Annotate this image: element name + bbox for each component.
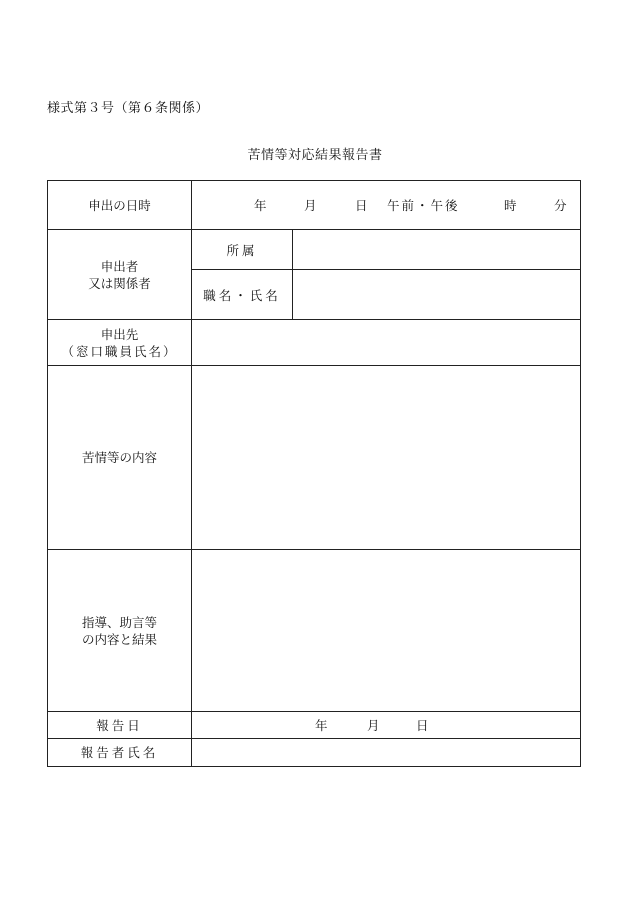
guidance-field[interactable] — [192, 550, 581, 712]
report-date-day-unit: 日 — [416, 718, 429, 733]
reporter-name-field[interactable] — [192, 739, 581, 767]
destination-label-line2: （窓口職員氏名） — [61, 343, 178, 359]
report-table — [47, 180, 581, 767]
job-name-label: 職名・氏名 — [192, 270, 293, 320]
date-minute-unit: 分 — [554, 198, 567, 213]
date-month-unit: 月 — [304, 198, 317, 213]
report-date-row — [48, 712, 581, 739]
report-date-field[interactable] — [192, 712, 581, 739]
guidance-label — [48, 550, 192, 712]
applicant-row-1 — [48, 230, 581, 270]
guidance-row — [48, 550, 581, 712]
reporter-name-label: 報告者氏名 — [48, 739, 192, 767]
date-field[interactable] — [192, 181, 581, 230]
report-date-label: 報告日 — [48, 712, 192, 739]
applicant-label-line2: 又は関係者 — [88, 275, 151, 291]
report-date-year-unit: 年 — [315, 718, 328, 733]
destination-row — [48, 320, 581, 366]
guidance-label-line2: の内容と結果 — [81, 631, 157, 647]
destination-field[interactable] — [192, 320, 581, 366]
date-row — [48, 181, 581, 230]
document-title: 苦情等対応結果報告書 — [247, 148, 383, 163]
guidance-label-line1: 指導、助言等 — [81, 614, 157, 630]
form-number: 様式第３号（第６条関係） — [47, 101, 210, 116]
affiliation-label: 所属 — [192, 230, 293, 270]
report-date-month-unit: 月 — [367, 718, 380, 733]
date-label: 申出の日時 — [48, 181, 192, 230]
applicant-label — [48, 230, 192, 320]
applicant-label-line1: 申出者 — [100, 258, 139, 274]
complaint-content-label: 苦情等の内容 — [48, 366, 192, 550]
date-hour-unit: 時 — [504, 198, 517, 213]
complaint-row — [48, 366, 581, 550]
affiliation-field[interactable] — [293, 230, 581, 270]
date-year-unit: 年 — [254, 198, 267, 213]
job-name-field[interactable] — [293, 270, 581, 320]
date-day-unit: 日 — [355, 198, 368, 213]
reporter-row — [48, 739, 581, 767]
date-ampm-unit: 午前・午後 — [387, 198, 460, 213]
destination-label — [48, 320, 192, 366]
destination-label-line1: 申出先 — [100, 326, 139, 342]
complaint-content-field[interactable] — [192, 366, 581, 550]
